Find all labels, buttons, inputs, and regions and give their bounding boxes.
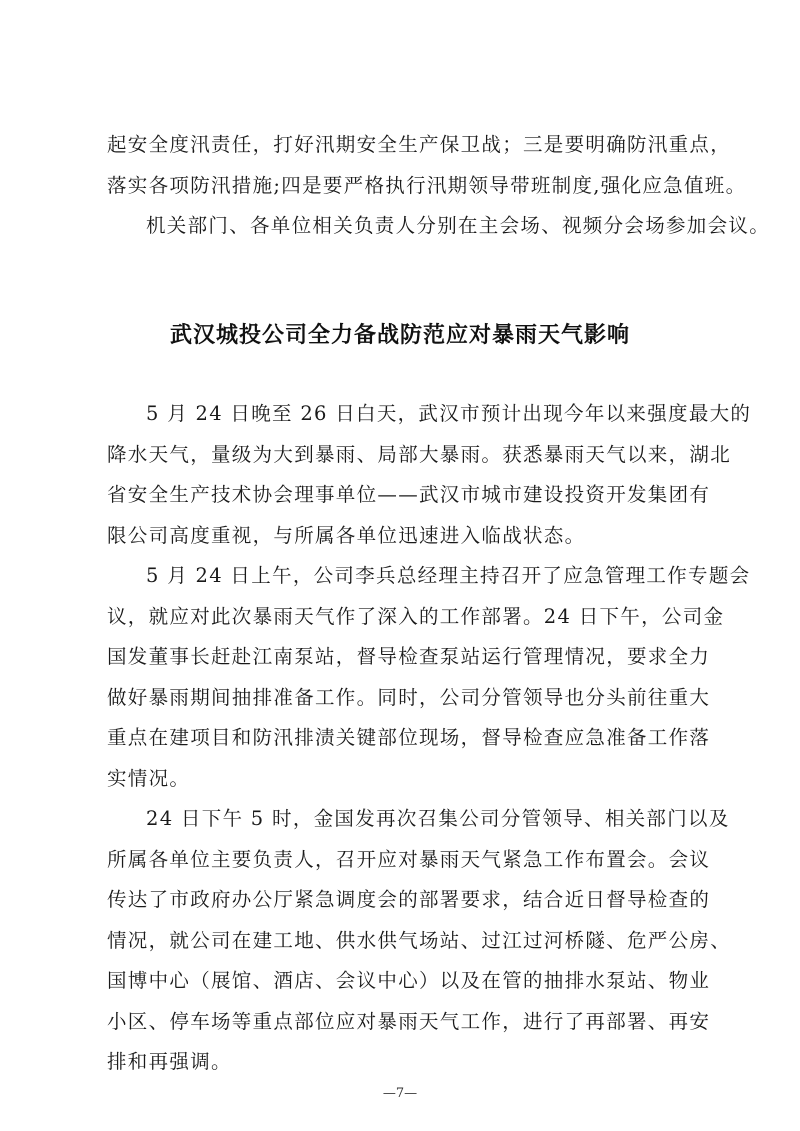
text-line: 机关部门、各单位相关负责人分别在主会场、视频分会场参加会议。	[146, 214, 771, 237]
article-title: 武汉城投公司全力备战防范应对暴雨天气影响	[169, 323, 630, 348]
text-line: 国博中心（展馆、酒店、会议中心）以及在管的抽排水泵站、物业	[107, 969, 711, 992]
page-number: —7—	[382, 1086, 418, 1101]
text-line: 国发董事长赶赴江南泵站，督导检查泵站运行管理情况，要求全力	[107, 645, 711, 668]
text-line: 省安全生产技术协会理事单位——武汉市城市建设投资开发集团有	[107, 483, 711, 506]
text-line: 降水天气，量级为大到暴雨、局部大暴雨。获悉暴雨天气以来，湖北	[107, 443, 732, 466]
text-line: 排和再强调。	[107, 1050, 232, 1073]
text-line: 5 月 24 日上午，公司李兵总经理主持召开了应急管理工作专题会	[146, 564, 751, 587]
text-line: 限公司高度重视，与所属各单位迅速进入临战状态。	[107, 524, 586, 547]
text-line: 5 月 24 日晚至 26 日白天，武汉市预计出现今年以来强度最大的	[146, 402, 752, 425]
text-line: 重点在建项目和防汛排渍关键部位现场，督导检查应急准备工作落	[107, 726, 711, 749]
text-line: 起安全度汛责任，打好汛期安全生产保卫战；三是要明确防汛重点，	[107, 133, 732, 156]
text-line: 24 日下午 5 时，金国发再次召集公司分管领导、相关部门以及	[146, 807, 730, 830]
text-line: 议，就应对此次暴雨天气作了深入的工作部署。24 日下午，公司金	[107, 605, 725, 628]
text-line: 小区、停车场等重点部位应对暴雨天气工作，进行了再部署、再安	[107, 1010, 711, 1033]
text-line: 传达了市政府办公厅紧急调度会的部署要求，结合近日督导检查的	[107, 888, 711, 911]
text-line: 情况，就公司在建工地、供水供气场站、过江过河桥隧、危严公房、	[107, 929, 732, 952]
text-line: 实情况。	[107, 767, 191, 790]
text-line: 做好暴雨期间抽排准备工作。同时，公司分管领导也分头前往重大	[107, 686, 711, 709]
text-line: 所属各单位主要负责人，召开应对暴雨天气紧急工作布置会。会议	[107, 848, 711, 871]
text-line: 落实各项防汛措施;四是要严格执行汛期领导带班制度,强化应急值班。	[107, 174, 747, 197]
